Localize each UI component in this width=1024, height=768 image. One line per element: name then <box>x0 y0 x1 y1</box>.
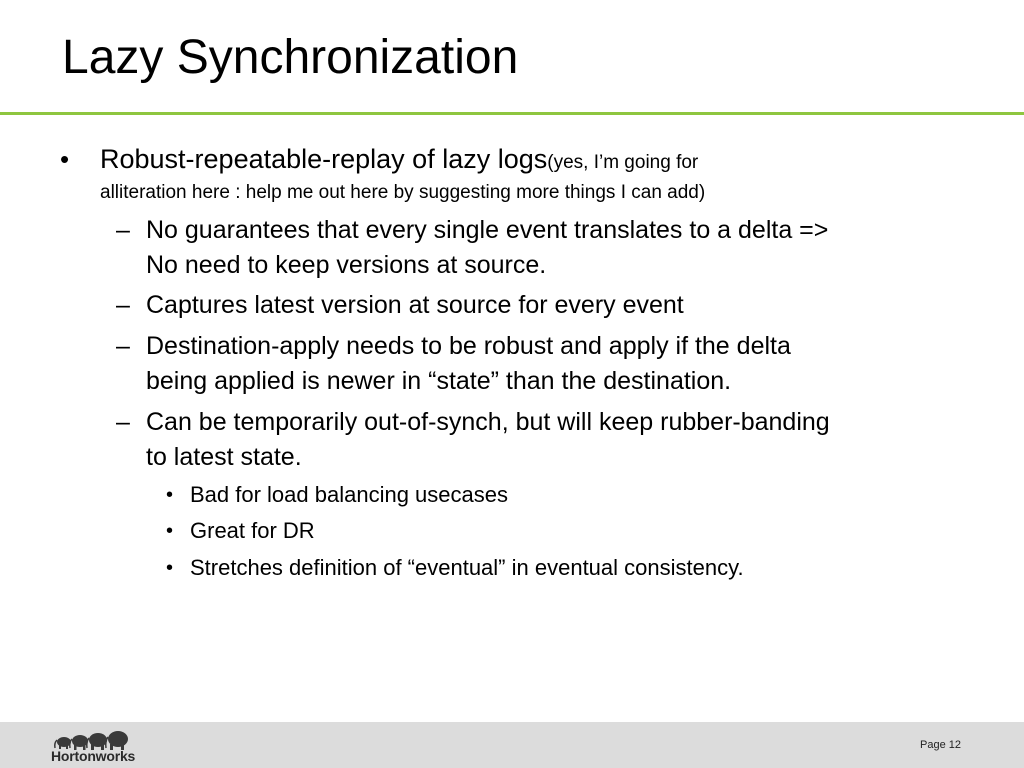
footer-bar <box>0 722 1024 768</box>
dash-marker: – <box>116 291 130 319</box>
dash-marker: – <box>116 332 130 360</box>
main-bullet-note-continued: alliteration here : help me out here by suggesting more things I can add) <box>100 182 706 203</box>
sub-bullet-4-line-2: to latest state. <box>146 443 302 471</box>
sub-bullet-4-line-1: Can be temporarily out-of-synch, but will keep rubber-banding <box>146 408 830 436</box>
dash-marker: – <box>116 216 130 244</box>
subsub-bullet-2: Great for DR <box>190 518 315 543</box>
sub-bullet-3-line-2: being applied is newer in “state” than the destination. <box>146 367 732 395</box>
hortonworks-logo-text: Hortonworks <box>51 748 136 764</box>
sub-bullet-1-line-2: No need to keep versions at source. <box>146 251 547 279</box>
slide-title: Lazy Synchronization <box>62 31 519 84</box>
dot-marker: • <box>166 520 174 542</box>
dot-marker: • <box>166 484 174 506</box>
main-bullet-headline: Robust-repeatable-replay of lazy logs <box>100 144 548 174</box>
dash-marker: – <box>116 408 130 436</box>
main-bullet-note: (yes, I’m going for <box>547 152 699 173</box>
subsub-bullet-3: Stretches definition of “eventual” in eventual consistency. <box>190 555 744 580</box>
page-number: Page 12 <box>920 739 961 751</box>
sub-bullet-1-line-1: No guarantees that every single event translates to a delta => <box>146 216 829 244</box>
subsub-bullet-1: Bad for load balancing usecases <box>190 482 508 507</box>
main-bullet-text <box>100 143 900 179</box>
dot-marker: • <box>166 557 174 579</box>
sub-bullet-3-line-1: Destination-apply needs to be robust and apply if the delta <box>146 332 791 360</box>
bullet-marker: • <box>60 144 70 174</box>
sub-bullet-2-line-1: Captures latest version at source for every event <box>146 291 684 319</box>
title-divider <box>0 112 1024 115</box>
